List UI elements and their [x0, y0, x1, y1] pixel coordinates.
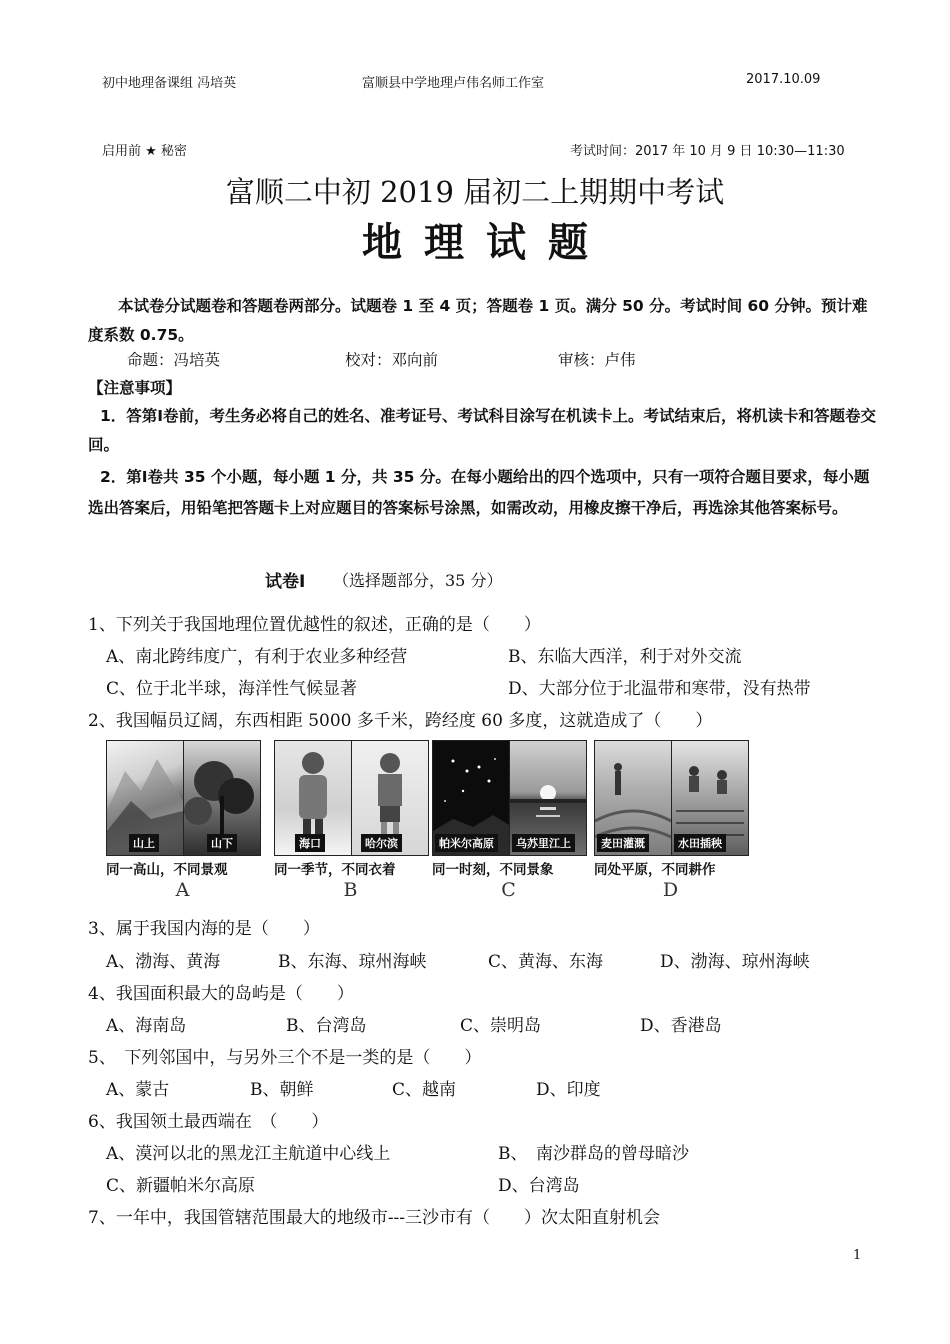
option-3a: A、渤海、黄海	[106, 952, 221, 972]
caption-b: 同一季节，不同衣着	[274, 862, 396, 878]
section-subtitle: （选择题部分，35 分）	[333, 571, 503, 590]
caption-a: 同一高山，不同景观	[106, 862, 228, 878]
figure-panel-d	[594, 738, 749, 903]
label-a-right: 山下	[207, 834, 237, 852]
header-center: 富顺县中学地理卢伟名师工作室	[362, 76, 545, 91]
label-b-right: 哈尔滨	[361, 834, 402, 852]
letter-b: B	[343, 879, 358, 901]
page-number: 1	[853, 1248, 862, 1263]
label-a-left: 山上	[129, 834, 159, 852]
header-left: 初中地理备课组 冯培英	[102, 76, 237, 91]
question-4: 4、我国面积最大的岛屿是（ ）	[88, 984, 354, 1004]
notice-item-1: 1．答第Ⅰ卷前，考生务必将自己的姓名、准考证号、考试科目涂写在机读卡上。考试结束后，将机读卡和答题卷交回。	[88, 407, 877, 454]
question-2: 2、我国幅员辽阔，东西相距 5000 多千米，跨经度 60 多度，这就造成了（ ）	[88, 711, 713, 731]
option-5c: C、越南	[392, 1080, 457, 1100]
option-4b: B、台湾岛	[286, 1016, 367, 1036]
option-1d: D、大部分位于北温带和寒带，没有热带	[508, 679, 811, 699]
proofreader: 校对：邓向前	[345, 351, 439, 369]
exam-time: 考试时间：2017 年 10 月 9 日 10:30—11:30	[570, 144, 845, 159]
figure-panel-b	[274, 738, 429, 903]
option-6d: D、台湾岛	[498, 1176, 580, 1196]
option-3d: D、渤海、琼州海峡	[660, 952, 810, 972]
label-d-left: 麦田灌溉	[597, 834, 649, 852]
notice-item-2: 2．第Ⅰ卷共 35 个小题，每小题 1 分，共 35 分。在每小题给出的四个选项中，只有一项符合题目要求，每小题选出答案后，用铅笔把答题卡上对应题目的答案标号涂黑，如需改动，用橡皮擦干净后，再选涂其他答案标号。	[88, 468, 870, 517]
option-6a: A、漠河以北的黑龙江主航道中心线上	[106, 1144, 391, 1164]
exam-intro: 本试卷分试题卷和答题卷两部分。试题卷 1 至 4 页；答题卷 1 页。满分 50 分。考试时间 60 分钟。预计难度系数 0.75。	[88, 297, 868, 344]
option-1b: B、东临大西洋，利于对外交流	[508, 647, 742, 667]
exam-title: 富顺二中初 2019 届初二上期期中考试	[225, 175, 725, 209]
section-title: 试卷Ⅰ	[265, 572, 306, 592]
option-1a: A、南北跨纬度广，有利于农业多种经营	[106, 647, 408, 667]
question-7: 7、一年中，我国管辖范围最大的地级市---三沙市有（ ）次太阳直射机会	[88, 1208, 661, 1228]
figure-panel-a	[106, 738, 261, 903]
option-3b: B、东海、琼州海峡	[278, 952, 427, 972]
caption-d: 同处平原，不同耕作	[594, 862, 716, 878]
option-4c: C、崇明岛	[460, 1016, 542, 1036]
letter-d: D	[662, 879, 679, 901]
option-6c: C、新疆帕米尔高原	[106, 1176, 256, 1196]
label-c-left: 帕米尔高原	[435, 834, 498, 852]
question-2-figure	[106, 738, 748, 903]
option-4a: A、海南岛	[106, 1016, 187, 1036]
notice-heading: 【注意事项】	[88, 379, 182, 397]
letter-c: C	[501, 879, 516, 901]
author: 命题：冯培英	[127, 351, 221, 369]
label-d-right: 水田插秧	[674, 834, 726, 852]
option-4d: D、香港岛	[640, 1016, 722, 1036]
figure-panel-c	[432, 738, 587, 903]
option-1c: C、位于北半球，海洋性气候显著	[106, 679, 358, 699]
question-3: 3、属于我国内海的是（ ）	[88, 919, 320, 939]
option-5b: B、朝鲜	[250, 1080, 314, 1100]
option-5d: D、印度	[536, 1080, 601, 1100]
label-b-left: 海口	[295, 834, 325, 852]
question-6: 6、我国领土最西端在 （ ）	[88, 1112, 329, 1132]
question-1: 1、下列关于我国地理位置优越性的叙述，正确的是（ ）	[88, 615, 541, 635]
option-5a: A、蒙古	[106, 1080, 170, 1100]
label-c-right: 乌苏里江上	[512, 834, 575, 852]
caption-c: 同一时刻，不同景象	[432, 862, 554, 878]
option-3c: C、黄海、东海	[488, 952, 604, 972]
subject-title: 地理试题	[362, 219, 610, 266]
letter-a: A	[175, 879, 190, 901]
reviewer: 审核：卢伟	[558, 351, 636, 369]
header-date: 2017.10.09	[746, 72, 821, 87]
option-6b: B、 南沙群岛的曾母暗沙	[498, 1144, 689, 1164]
question-5: 5、 下列邻国中，与另外三个不是一类的是（ ）	[88, 1048, 482, 1068]
secret-mark: 启用前 ★ 秘密	[102, 144, 187, 159]
